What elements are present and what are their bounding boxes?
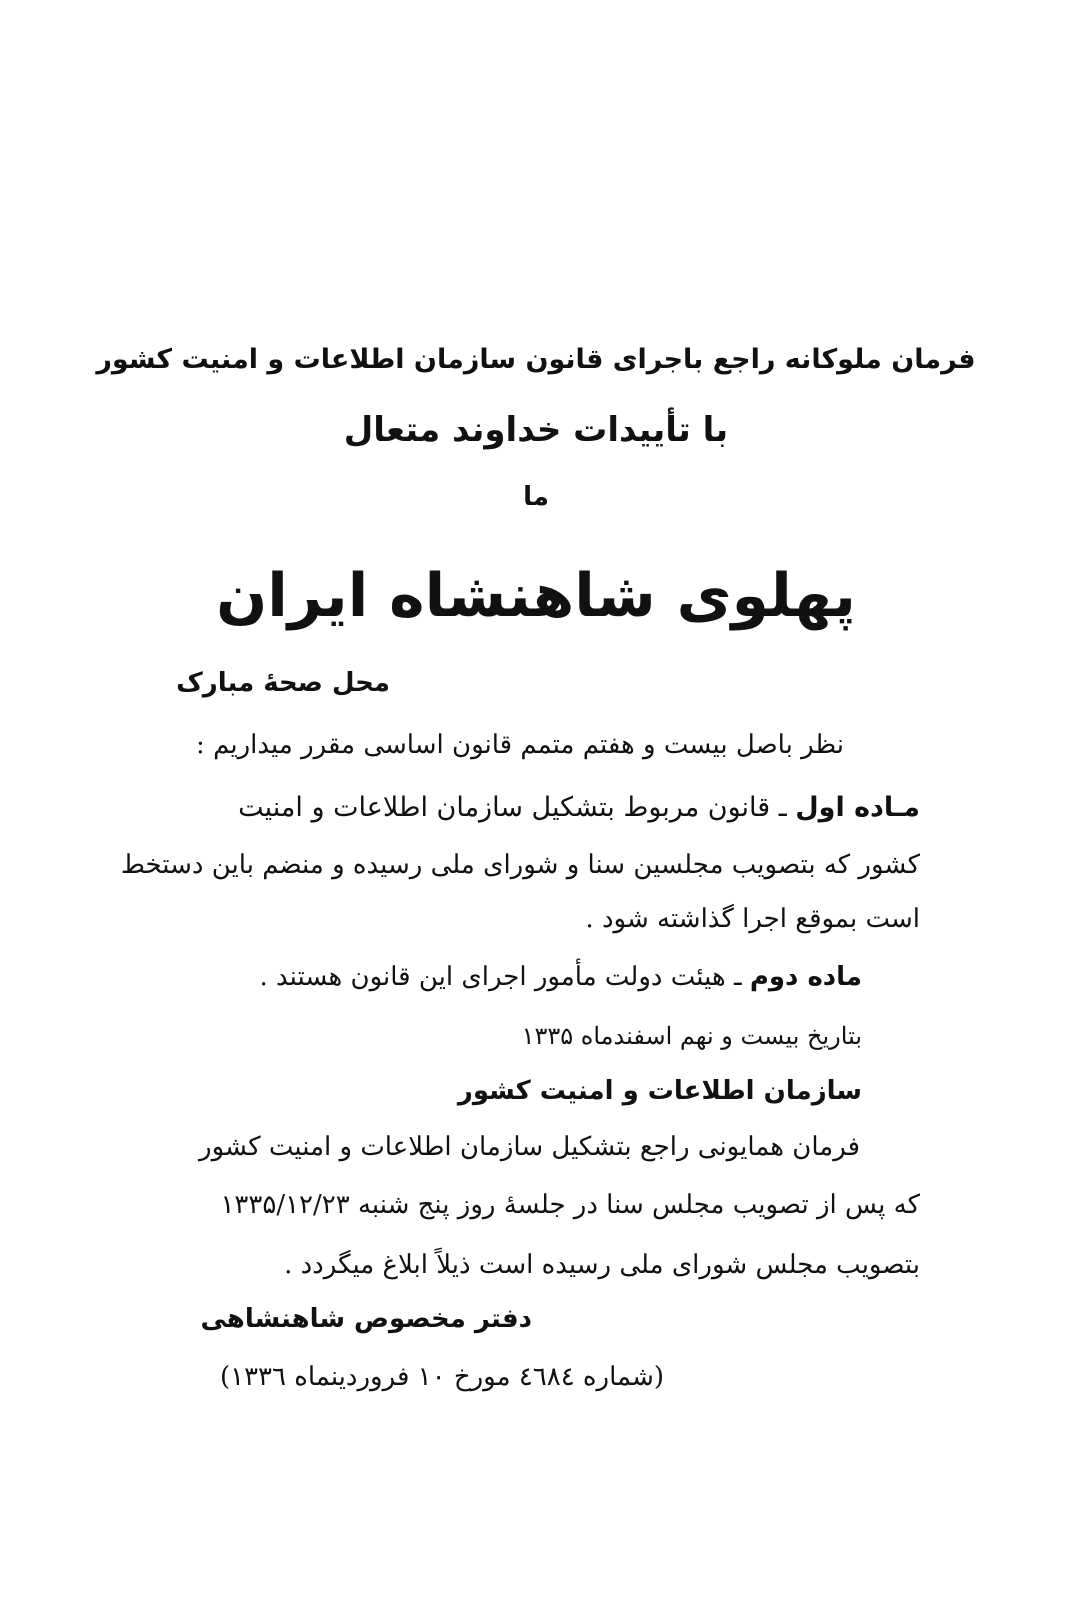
notice-line-1: فرمان همایونی راجع بتشکیل سازمان اطلاعات و امنیت کشور	[199, 1132, 860, 1162]
preamble: نظر باصل بیست و هفتم متمم قانون اساسی مقرر میداریم :	[196, 730, 844, 760]
reference-number: (شماره ٤٦٨٤ مورخ ۱۰ فروردینماه ۱۳۳٦)	[219, 1362, 664, 1392]
invocation: با تأییدات خداوند متعال	[343, 410, 729, 450]
article-one-line-1	[238, 792, 920, 824]
article-two-text: ـ هیئت دولت مأمور اجرای این قانون هستند .	[259, 962, 742, 992]
shah-title: پهلوی شاهنشاه ایران	[216, 561, 856, 631]
article-one-line-2: کشور که بتصویب مجلسین سنا و شورای ملی رسیده و منضم باین دستخط	[120, 850, 920, 880]
date-line: بتاریخ بیست و نهم اسفندماه ۱۳۳۵	[521, 1022, 862, 1050]
office-signature: دفتر مخصوص شاهنشاهی	[200, 1304, 532, 1334]
notice-line-2: که پس از تصویب مجلس سنا در جلسهٔ روز پنج شنبه ۱۳۳۵/۱۲/۲۳	[220, 1190, 920, 1220]
org-title: سازمان اطلاعات و امنیت کشور	[457, 1076, 862, 1106]
we-heading: ما	[523, 482, 549, 512]
article-two-line	[259, 962, 862, 993]
article-one-line-3: است بموقع اجرا گذاشته شود .	[585, 904, 920, 934]
article-two-heading: ماده دوم	[749, 962, 862, 992]
notice-line-3: بتصویب مجلس شورای ملی رسیده است ذیلاً ابلاغ میگردد .	[284, 1250, 920, 1280]
royal-signature-place: محل صحهٔ مبارک	[176, 668, 390, 698]
article-one-text-1: ـ قانون مربوط بتشکیل سازمان اطلاعات و امنیت	[238, 792, 787, 823]
decree-title: فرمان ملوکانه راجع باجرای قانون سازمان اطلاعات و امنیت کشور	[96, 344, 976, 375]
article-one-heading: مـاده اول	[795, 792, 920, 823]
